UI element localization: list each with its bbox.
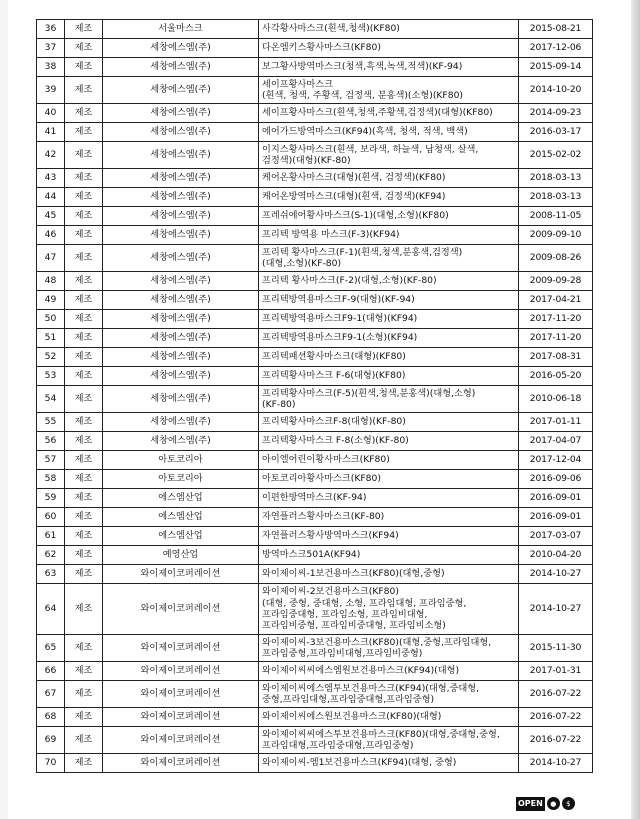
- row-type: 제조: [65, 565, 103, 584]
- row-product-name: 와이제이씨-2보건용마스크(KF80) (대형, 중형, 중대형, 소형, 프라임대형, 프라임중형, 프라임중대형, 프라임소형, 프라임비대형, 프라임비중형, 프라임비중대형, 프라임비소형): [259, 584, 519, 635]
- table-row: [37, 754, 593, 773]
- row-approval-date: 2017-12-06: [519, 39, 593, 58]
- row-approval-date: 2016-03-17: [519, 123, 593, 142]
- row-manufacturer: 와이제이코퍼레이션: [103, 635, 259, 662]
- row-approval-date: 2018-03-13: [519, 169, 593, 188]
- row-manufacturer: 와이제이코퍼레이션: [103, 584, 259, 635]
- row-approval-date: 2017-08-31: [519, 348, 593, 367]
- row-product-name: 프레쉬에어황사마스크(S-1)(대형,소형)(KF80): [259, 207, 519, 226]
- row-approval-date: 2015-09-14: [519, 58, 593, 77]
- row-product-name: 세이프황사마스크 (흰색, 청색, 주황색, 검정색, 분홍색)(소형)(KF80): [259, 77, 519, 104]
- noncommercial-icon: $: [562, 797, 575, 810]
- row-type: 제조: [65, 291, 103, 310]
- row-type: 제조: [65, 470, 103, 489]
- table-row: [37, 413, 593, 432]
- row-manufacturer: 와이제이코퍼레이션: [103, 565, 259, 584]
- row-approval-date: 2014-10-20: [519, 77, 593, 104]
- open-license-logo: [516, 797, 545, 811]
- row-manufacturer: 에스엠산업: [103, 508, 259, 527]
- row-manufacturer: 세창에스엠(주): [103, 123, 259, 142]
- row-product-name: 프리텍 방역용 마스크(F-3)(KF94): [259, 226, 519, 245]
- row-manufacturer: 와이제이코퍼레이션: [103, 727, 259, 754]
- row-number: 51: [37, 329, 65, 348]
- row-manufacturer: 세창에스엠(주): [103, 207, 259, 226]
- table-row: [37, 527, 593, 546]
- table-row: [37, 188, 593, 207]
- row-product-name: 와이제이씨-1보건용마스크(KF80)(대형,중형): [259, 565, 519, 584]
- table-row: [37, 207, 593, 226]
- row-type: 제조: [65, 727, 103, 754]
- row-approval-date: 2016-07-22: [519, 708, 593, 727]
- row-approval-date: 2014-10-27: [519, 754, 593, 773]
- row-approval-date: 2015-02-02: [519, 142, 593, 169]
- row-number: 70: [37, 754, 65, 773]
- row-number: 68: [37, 708, 65, 727]
- table-row: [37, 386, 593, 413]
- page-edge-shadow: [631, 0, 640, 819]
- row-type: 제조: [65, 226, 103, 245]
- table-row: [37, 470, 593, 489]
- row-manufacturer: 세창에스엠(주): [103, 77, 259, 104]
- row-approval-date: 2017-01-11: [519, 413, 593, 432]
- row-number: 66: [37, 662, 65, 681]
- row-number: 57: [37, 451, 65, 470]
- row-type: 제조: [65, 104, 103, 123]
- row-approval-date: 2008-11-05: [519, 207, 593, 226]
- table-row: [37, 489, 593, 508]
- row-product-name: 이지스황사마스크(흰색, 보라색, 하늘색, 남청색, 살색, 검정색)(대형)(KF-80): [259, 142, 519, 169]
- row-number: 56: [37, 432, 65, 451]
- table-row: [37, 142, 593, 169]
- open-license-badge: [516, 795, 580, 812]
- row-product-name: 케어온방역마스크(대형)(흰색, 검정색)(KF94): [259, 188, 519, 207]
- row-type: 제조: [65, 386, 103, 413]
- table-row: [37, 662, 593, 681]
- row-number: 38: [37, 58, 65, 77]
- table-row: [37, 123, 593, 142]
- row-approval-date: 2014-10-27: [519, 584, 593, 635]
- row-number: 67: [37, 681, 65, 708]
- row-approval-date: 2016-09-01: [519, 489, 593, 508]
- table-row: [37, 546, 593, 565]
- row-type: 제조: [65, 329, 103, 348]
- row-manufacturer: 와이제이코퍼레이션: [103, 681, 259, 708]
- row-type: 제조: [65, 584, 103, 635]
- row-manufacturer: 세창에스엠(주): [103, 39, 259, 58]
- row-number: 54: [37, 386, 65, 413]
- row-number: 65: [37, 635, 65, 662]
- row-manufacturer: 예영산업: [103, 546, 259, 565]
- row-approval-date: 2017-04-21: [519, 291, 593, 310]
- table-row: [37, 708, 593, 727]
- row-approval-date: 2017-12-04: [519, 451, 593, 470]
- row-approval-date: 2015-11-30: [519, 635, 593, 662]
- table-row: [37, 565, 593, 584]
- row-number: 49: [37, 291, 65, 310]
- row-manufacturer: 세창에스엠(주): [103, 142, 259, 169]
- row-number: 36: [37, 20, 65, 39]
- table-row: [37, 20, 593, 39]
- row-number: 55: [37, 413, 65, 432]
- row-product-name: 방역마스크501A(KF94): [259, 546, 519, 565]
- table-row: [37, 451, 593, 470]
- row-product-name: 프리텍황사마스크 F-6(대형)(KF80): [259, 367, 519, 386]
- row-type: 제조: [65, 508, 103, 527]
- row-product-name: 프리텍황사마스크 F-8(소형)(KF-80): [259, 432, 519, 451]
- row-number: 59: [37, 489, 65, 508]
- row-manufacturer: 아토코리아: [103, 470, 259, 489]
- row-number: 61: [37, 527, 65, 546]
- row-manufacturer: 세창에스엠(주): [103, 386, 259, 413]
- row-type: 제조: [65, 207, 103, 226]
- row-type: 제조: [65, 754, 103, 773]
- row-product-name: 아이엘어린이황사마스크(KF80): [259, 451, 519, 470]
- table-row: [37, 635, 593, 662]
- row-type: 제조: [65, 272, 103, 291]
- row-approval-date: 2010-06-18: [519, 386, 593, 413]
- row-type: 제조: [65, 245, 103, 272]
- row-type: 제조: [65, 432, 103, 451]
- table-row: [37, 39, 593, 58]
- row-product-name: 프리텍 황사마스크(F-1)(흰색,청색,분홍색,검정색) (대형,소형)(KF-80): [259, 245, 519, 272]
- table-row: [37, 245, 593, 272]
- row-approval-date: 2015-08-21: [519, 20, 593, 39]
- row-product-name: 케어온황사마스크(대형)(흰색, 검정색)(KF80): [259, 169, 519, 188]
- row-type: 제조: [65, 451, 103, 470]
- row-type: 제조: [65, 58, 103, 77]
- table-row: [37, 169, 593, 188]
- row-product-name: 세이프황사마스크(흰색,청색,주황색,검정색)(대형)(KF80): [259, 104, 519, 123]
- row-approval-date: 2009-09-10: [519, 226, 593, 245]
- table-row: [37, 104, 593, 123]
- row-approval-date: 2016-09-01: [519, 508, 593, 527]
- row-type: 제조: [65, 188, 103, 207]
- table-row: [37, 58, 593, 77]
- table-body: [37, 20, 593, 773]
- row-manufacturer: 에스엠산업: [103, 489, 259, 508]
- row-product-name: 와이제이씨에스엠투보건용마스크(KF94)(대형,중대형, 중형,프라임대형,프라임중대형,프라임중형): [259, 681, 519, 708]
- row-manufacturer: 서울마스크: [103, 20, 259, 39]
- row-product-name: 와이제이씨씨에스엠원보건용마스크(KF94)(대형): [259, 662, 519, 681]
- row-number: 53: [37, 367, 65, 386]
- row-manufacturer: 세창에스엠(주): [103, 104, 259, 123]
- table-row: [37, 291, 593, 310]
- mask-registry-table: [36, 19, 593, 773]
- row-number: 37: [37, 39, 65, 58]
- document-page: [8, 0, 631, 819]
- table-row: [37, 584, 593, 635]
- row-approval-date: 2010-04-20: [519, 546, 593, 565]
- row-type: 제조: [65, 169, 103, 188]
- row-number: 48: [37, 272, 65, 291]
- row-manufacturer: 세창에스엠(주): [103, 348, 259, 367]
- row-product-name: 아토코리아황사마스크(KF80): [259, 470, 519, 489]
- row-product-name: 프리텍방역용마스크F9-1(소형)(KF94): [259, 329, 519, 348]
- row-number: 52: [37, 348, 65, 367]
- row-number: 43: [37, 169, 65, 188]
- row-approval-date: 2016-05-20: [519, 367, 593, 386]
- row-manufacturer: 세창에스엠(주): [103, 413, 259, 432]
- table-row: [37, 226, 593, 245]
- row-type: 제조: [65, 527, 103, 546]
- row-product-name: 자연플러스황사마스크(KF-80): [259, 508, 519, 527]
- row-manufacturer: 세창에스엠(주): [103, 169, 259, 188]
- row-manufacturer: 세창에스엠(주): [103, 188, 259, 207]
- row-number: 46: [37, 226, 65, 245]
- row-approval-date: 2016-07-22: [519, 727, 593, 754]
- row-type: 제조: [65, 20, 103, 39]
- row-type: 제조: [65, 367, 103, 386]
- row-product-name: 에어가드방역마스크(KF94)(흑색, 청색, 적색, 백색): [259, 123, 519, 142]
- row-type: 제조: [65, 489, 103, 508]
- row-number: 39: [37, 77, 65, 104]
- row-manufacturer: 세창에스엠(주): [103, 58, 259, 77]
- row-approval-date: 2017-04-07: [519, 432, 593, 451]
- row-number: 63: [37, 565, 65, 584]
- row-number: 40: [37, 104, 65, 123]
- row-number: 69: [37, 727, 65, 754]
- row-number: 44: [37, 188, 65, 207]
- table-row: [37, 432, 593, 451]
- table-row: [37, 310, 593, 329]
- row-approval-date: 2017-03-07: [519, 527, 593, 546]
- row-product-name: 프리텍방역용마스크F9-1(대형)(KF94): [259, 310, 519, 329]
- row-manufacturer: 와이제이코퍼레이션: [103, 708, 259, 727]
- row-product-name: 프리텍방역용마스크F-9(대형)(KF-94): [259, 291, 519, 310]
- row-type: 제조: [65, 123, 103, 142]
- row-product-name: 와이제이씨에스원보건용마스크(KF80)(대형): [259, 708, 519, 727]
- row-approval-date: 2016-09-06: [519, 470, 593, 489]
- row-approval-date: 2009-09-28: [519, 272, 593, 291]
- row-number: 42: [37, 142, 65, 169]
- row-approval-date: 2018-03-13: [519, 188, 593, 207]
- row-type: 제조: [65, 546, 103, 565]
- row-approval-date: 2017-11-20: [519, 329, 593, 348]
- row-product-name: 프리텍황사마스크F-8(대형)(KF-80): [259, 413, 519, 432]
- row-number: 60: [37, 508, 65, 527]
- row-type: 제조: [65, 708, 103, 727]
- table-row: [37, 348, 593, 367]
- row-manufacturer: 세창에스엠(주): [103, 272, 259, 291]
- row-manufacturer: 세창에스엠(주): [103, 329, 259, 348]
- row-type: 제조: [65, 39, 103, 58]
- row-product-name: 이편한방역마스크(KF-94): [259, 489, 519, 508]
- row-manufacturer: 세창에스엠(주): [103, 367, 259, 386]
- row-manufacturer: 와이제이코퍼레이션: [103, 754, 259, 773]
- row-type: 제조: [65, 77, 103, 104]
- table-row: [37, 727, 593, 754]
- row-product-name: 사각황사마스크(흰색,청색)(KF80): [259, 20, 519, 39]
- row-product-name: 와이제이씨-엠1보건용마스크(KF94)(대형, 중형): [259, 754, 519, 773]
- row-type: 제조: [65, 142, 103, 169]
- row-type: 제조: [65, 662, 103, 681]
- row-type: 제조: [65, 681, 103, 708]
- table-row: [37, 272, 593, 291]
- row-number: 41: [37, 123, 65, 142]
- row-approval-date: 2016-07-22: [519, 681, 593, 708]
- row-manufacturer: 세창에스엠(주): [103, 432, 259, 451]
- row-number: 64: [37, 584, 65, 635]
- table-row: [37, 508, 593, 527]
- row-number: 62: [37, 546, 65, 565]
- row-approval-date: 2017-01-31: [519, 662, 593, 681]
- row-manufacturer: 세창에스엠(주): [103, 291, 259, 310]
- row-manufacturer: 와이제이코퍼레이션: [103, 662, 259, 681]
- row-number: 47: [37, 245, 65, 272]
- row-product-name: 보그황사방역마스크(청색,흑색,녹색,적색)(KF-94): [259, 58, 519, 77]
- row-type: 제조: [65, 310, 103, 329]
- row-product-name: 자연플러스황사방역마스크(KF94): [259, 527, 519, 546]
- row-type: 제조: [65, 635, 103, 662]
- table-row: [37, 77, 593, 104]
- open-license-text: OPEN: [518, 798, 543, 808]
- table-row: [37, 329, 593, 348]
- row-product-name: 프리텍황사마스크(F-5)(흰색,청색,분홍색)(대형,소형) (KF-80): [259, 386, 519, 413]
- row-product-name: 와이제이씨-3보건용마스크(KF80)(대형,중형,프라임대형, 프라임중형,프라임비대형,프라임비중형): [259, 635, 519, 662]
- row-product-name: 다온엠키스황사마스크(KF80): [259, 39, 519, 58]
- row-type: 제조: [65, 348, 103, 367]
- row-approval-date: 2014-10-27: [519, 565, 593, 584]
- row-type: 제조: [65, 413, 103, 432]
- row-manufacturer: 세창에스엠(주): [103, 226, 259, 245]
- row-product-name: 와이제이씨씨에스투보건용마스크(KF80)(대형,중대형,중형, 프라임대형,프라임중대형,프라임중형): [259, 727, 519, 754]
- row-manufacturer: 에스엠산업: [103, 527, 259, 546]
- row-manufacturer: 아토코리아: [103, 451, 259, 470]
- table-row: [37, 681, 593, 708]
- row-approval-date: 2017-11-20: [519, 310, 593, 329]
- row-number: 58: [37, 470, 65, 489]
- row-product-name: 프리텍패션황사마스크(대형)(KF80): [259, 348, 519, 367]
- row-manufacturer: 세창에스엠(주): [103, 310, 259, 329]
- row-manufacturer: 세창에스엠(주): [103, 245, 259, 272]
- table-row: [37, 367, 593, 386]
- row-number: 50: [37, 310, 65, 329]
- row-number: 45: [37, 207, 65, 226]
- row-approval-date: 2009-08-26: [519, 245, 593, 272]
- row-product-name: 프리텍 황사마스크(F-2)(대형,소형)(KF-80): [259, 272, 519, 291]
- attribution-icon: ●: [547, 797, 560, 810]
- row-approval-date: 2014-09-23: [519, 104, 593, 123]
